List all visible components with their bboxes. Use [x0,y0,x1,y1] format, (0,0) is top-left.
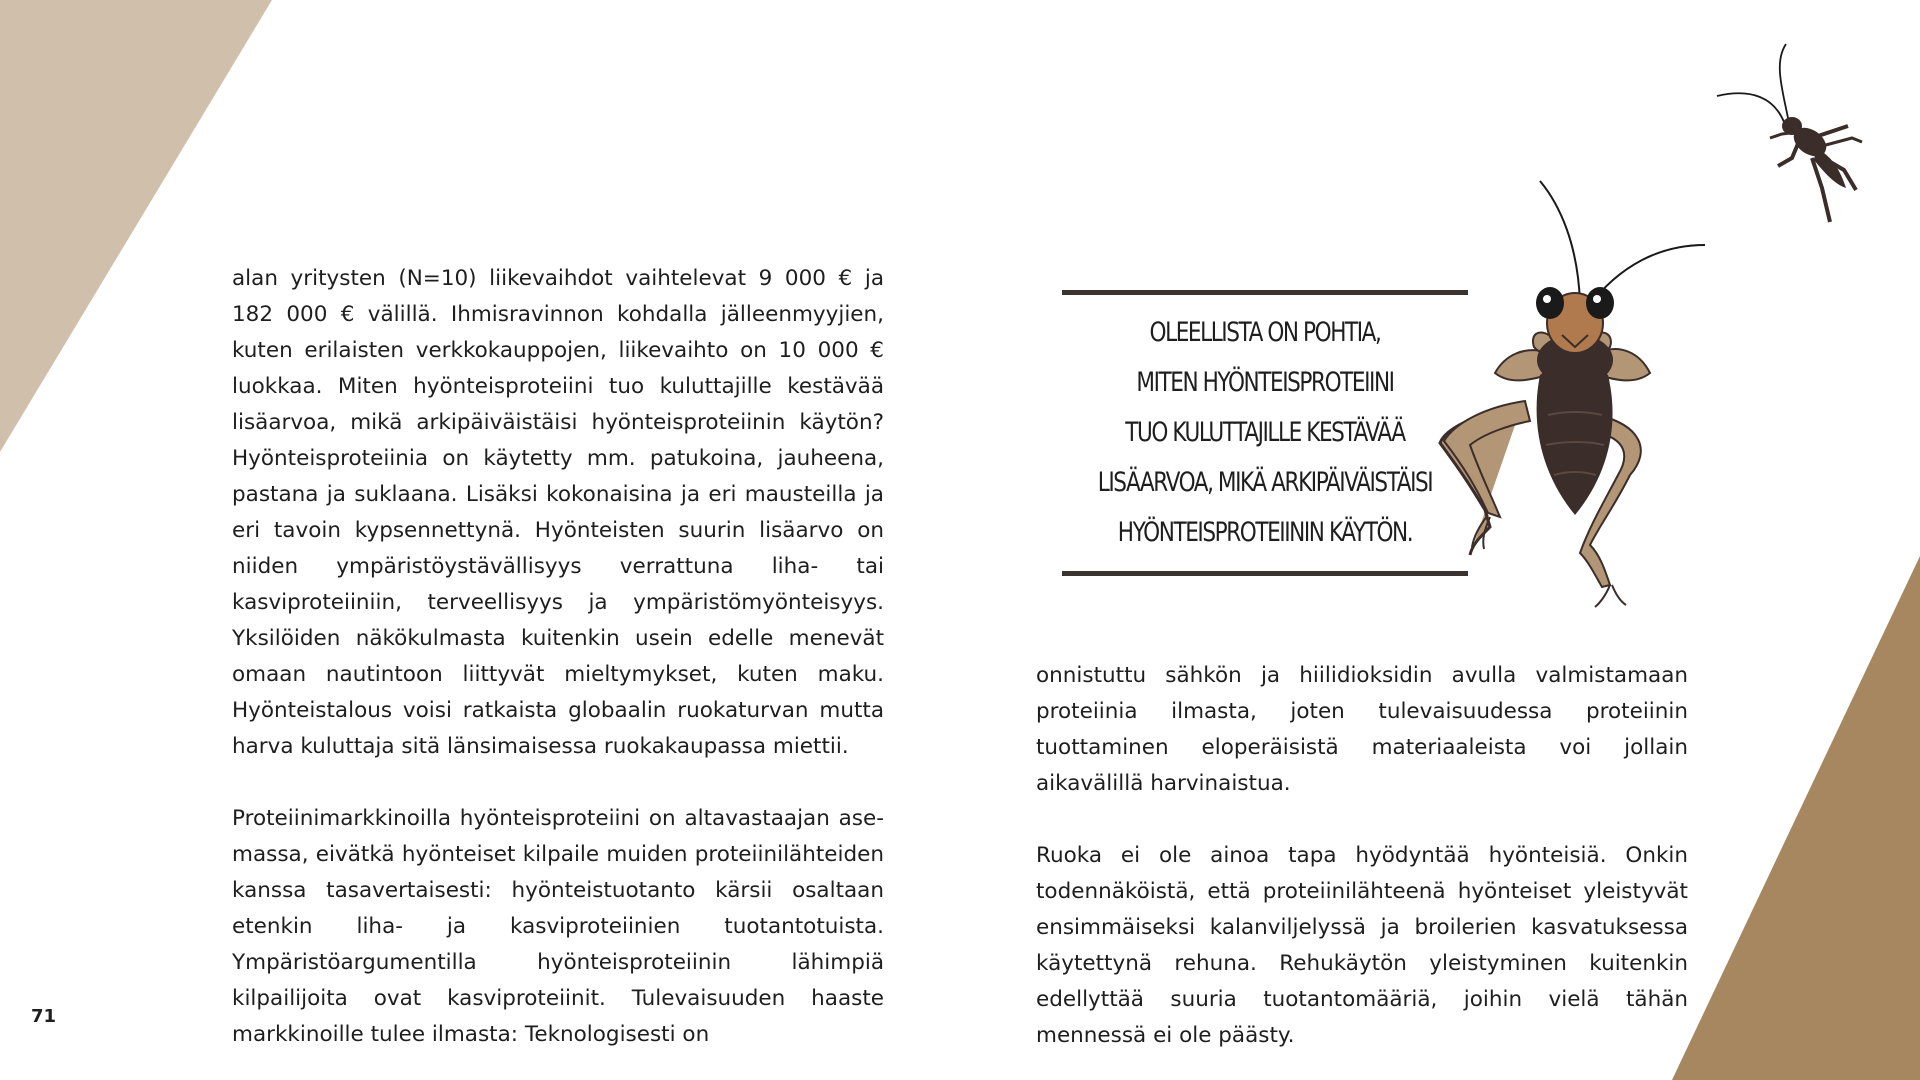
pull-quote-bottom-rule [1062,571,1468,576]
pull-quote [1062,290,1468,576]
pull-quote-top-rule [1062,290,1468,295]
tan-corner-triangle [1672,556,1920,1080]
right-text-column [1036,658,1688,1054]
left-text-column [232,261,884,1053]
cricket-silhouette-icon [1712,38,1892,230]
page-number: 71 [31,1006,57,1027]
body-paragraph: onnistuttu sähkön ja hiilidioksidin avulla valmistamaan proteiinia ilmasta, joten tulevaisuudessa proteiinin tuottaminen eloperäisistä materiaaleista voi jollain aikavälillä harvinaistua. [1036,663,1688,796]
body-paragraph: alan yritysten (N=10) liikevaihdot vaihtelevat 9 000 € ja 182 000 € välillä. Ihmisravinnon kohdalla jälleenmyyjien, kuten erilaisten verkkokauppojen, liikevaihto on 10 000 € luokkaa. Miten hyönteisproteiini tuo kuluttajille kestävää lisäarvoa, mikä arkipäiväistäisi hyönteisproteiinin käytön? Hyönteisproteiinia on käytetty mm. patukoina, jauheena, pastana ja suklaana. Lisäksi kokonaisina ja eri mausteilla ja eri tavoin kypsennettynä. Hyönteisten suurin lisäarvo on niiden ympäristöystävällisyys verrattuna liha- tai kasviproteiiniin, terveellisyys ja ympäristömyönteisyys. Yksilöiden näkökulmasta kuitenkin usein edelle menevät omaan nautintoon liittyvät mieltymykset, kuten maku. Hyönteistalous voisi ratkaista globaalin ruokaturvan mutta harva kuluttaja sitä länsimaisessa ruokakaupassa miettii. [232,266,884,759]
body-paragraph: Proteiinimarkkinoilla hyönteisproteiini on altavastaajan asemassa, eivätkä hyönteiset kilpaile muiden proteiinilähteiden kanssa tasavertaisesti: hyönteistuotanto kärsii osaltaan etenkin liha- ja kasviproteiinien tuotantotuista. Ympäristöargumentilla hyönteisproteiinin lähimpiä kilpailijoita ovat kasviproteiinit. Tulevaisuuden haaste markkinoille tulee ilmasta: Teknologisesti on [232,806,884,1047]
body-paragraph: Ruoka ei ole ainoa tapa hyödyntää hyönteisiä. Onkin todennäköistä, että proteiinilähteenä hyönteiset yleistyvät ensimmäiseksi kalanviljelyssä ja broilerien kasvatuksessa käytettynä rehuna. Rehukäytön yleistyminen kuitenkin edellyttää suuria tuotantomääriä, joihin vielä tähän mennessä ei ole päästy. [1036,843,1688,1048]
pull-quote-text: OLEELLISTA ON POHTIA, MITEN HYÖNTEISPROTEIINI TUO KULUTTAJILLE KESTÄVÄÄ LISÄARVOA, MIKÄ ARKIPÄIVÄISTÄISI HYÖNTEISPROTEIININ KÄYTÖN. [1097,317,1433,548]
cricket-illustration-icon [1430,175,1720,625]
